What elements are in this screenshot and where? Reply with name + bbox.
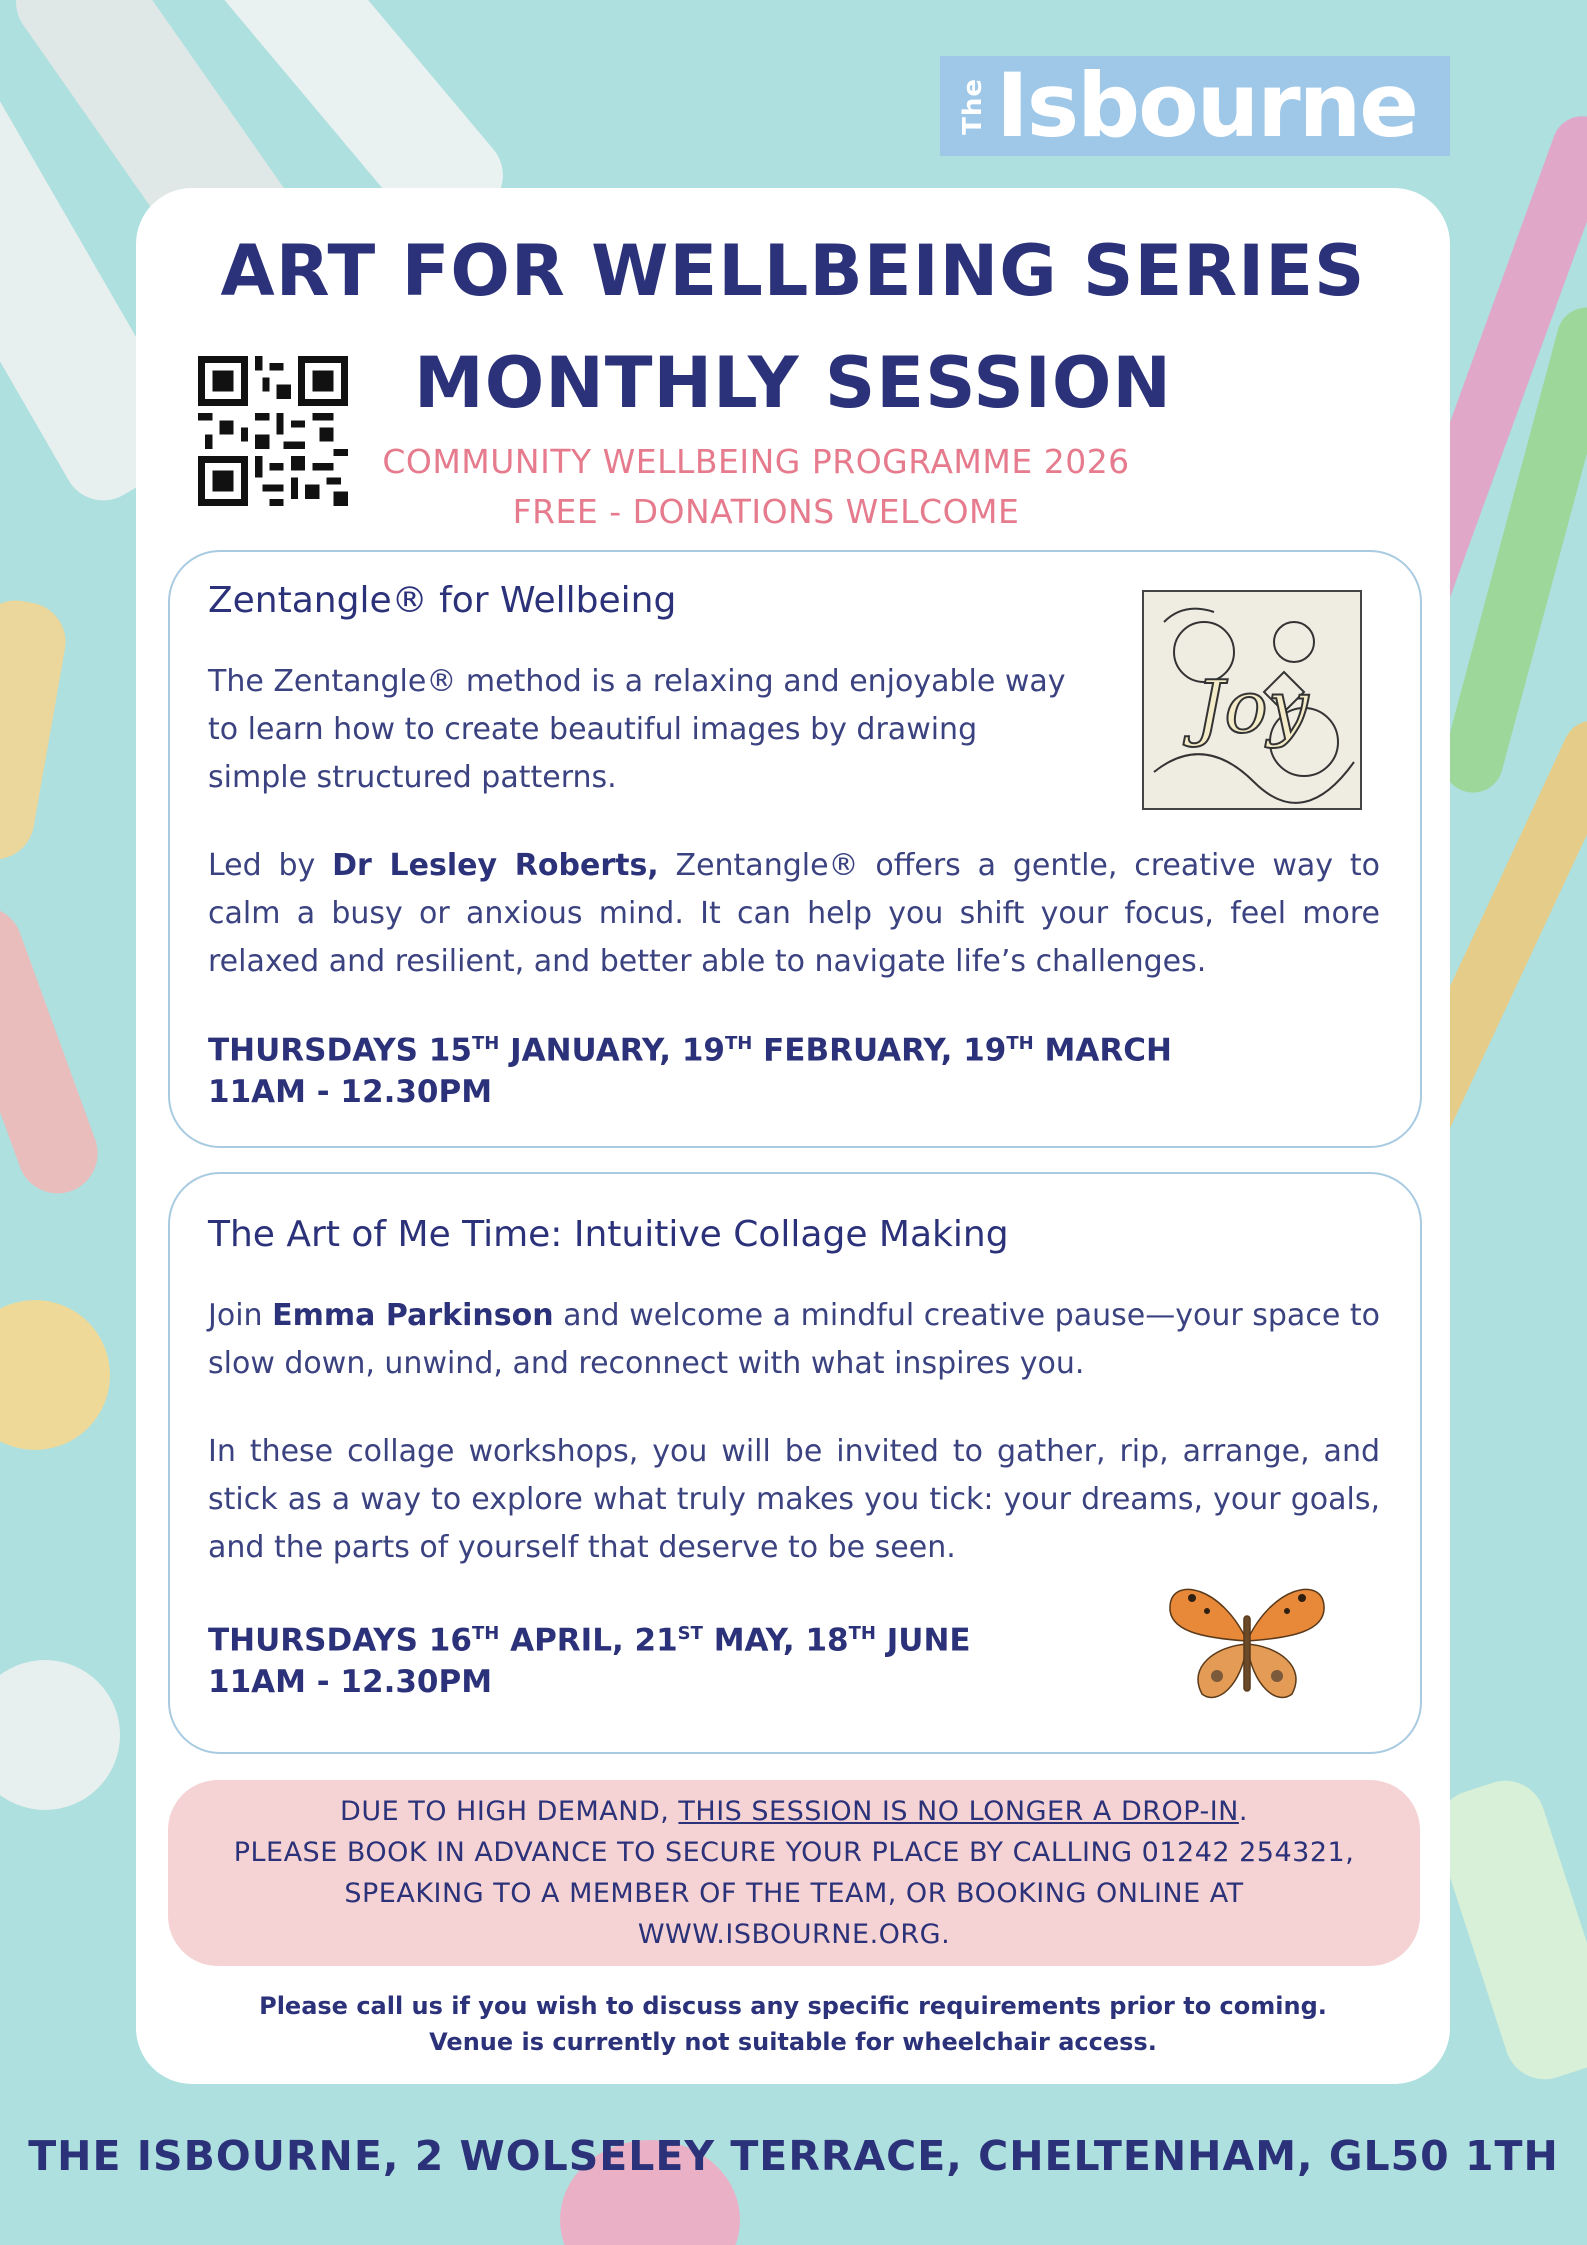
date-suffix: ST	[677, 1623, 703, 1644]
session-dates	[208, 1610, 971, 1664]
session-time: 11AM - 12.30PM	[208, 1664, 493, 1700]
session-time: 11AM - 12.30PM	[208, 1074, 493, 1110]
led-by-prefix: Led by	[208, 848, 333, 883]
date-suffix: TH	[1006, 1033, 1034, 1054]
join-prefix: Join	[208, 1298, 273, 1333]
led-by-suffix: Zentangle® offers a gentle, creative way to calm a busy or anxious mind. It can help you shift your focus, feel more relaxed and resilient, and better able to navigate life’s challenges.	[208, 848, 1380, 979]
zentangle-joy-image	[1142, 590, 1362, 810]
isbourne-logo	[940, 56, 1450, 156]
requirements-note: Please call us if you wish to discuss any specific requirements prior to coming.	[259, 1992, 1327, 2020]
notice-line	[340, 1791, 1248, 1832]
session-intro	[208, 1292, 1380, 1388]
date-text: JANUARY, 19	[499, 1032, 725, 1069]
session-heading: The Art of Me Time: Intuitive Collage Making	[208, 1214, 1009, 1255]
notice-emphasis: THIS SESSION IS NO LONGER A DROP-IN	[678, 1796, 1239, 1827]
session-collage	[168, 1172, 1422, 1754]
booking-notice	[168, 1780, 1420, 1966]
session-description	[208, 842, 1380, 986]
date-text: JUNE	[875, 1622, 971, 1659]
session-zentangle	[168, 550, 1422, 1148]
logo-the: The	[958, 77, 988, 135]
chalk-decoration	[0, 895, 109, 1204]
date-suffix: TH	[471, 1033, 500, 1054]
date-text: APRIL, 21	[499, 1622, 678, 1659]
date-text: THURSDAYS 15	[208, 1032, 472, 1069]
paint-tube-decoration	[1426, 1770, 1587, 2089]
qr-code-icon	[198, 356, 348, 506]
flyer-card	[136, 188, 1450, 2084]
paint-pot-decoration	[0, 1300, 110, 1450]
booking-website: WWW.ISBOURNE.ORG.	[637, 1919, 951, 1950]
logo-name: Isbourne	[996, 54, 1417, 157]
chalk-decoration	[0, 594, 72, 866]
leader-name: Emma Parkinson	[272, 1298, 554, 1333]
page-title: ART FOR WELLBEING SERIES	[220, 230, 1366, 312]
session-description: In these collage workshops, you will be invited to gather, rip, arrange, and stick as a way to explore what truly makes you tick: your dreams, your goals, and the parts of yourself that deserve to be seen.	[208, 1434, 1380, 1565]
join-suffix: and welcome a mindful creative pause—your space to slow down, unwind, and reconnect with what inspires you.	[208, 1298, 1380, 1381]
page-title-line2: MONTHLY SESSION	[414, 342, 1172, 424]
zentangle-image-label: Joy	[1195, 665, 1309, 749]
paint-pot-decoration	[0, 1660, 120, 1810]
notice-line: SPEAKING TO A MEMBER OF THE TEAM, OR BOOKING ONLINE AT	[344, 1878, 1244, 1909]
date-suffix: TH	[848, 1623, 876, 1644]
date-text: MARCH	[1033, 1032, 1172, 1069]
butterfly-icon	[1162, 1576, 1332, 1706]
date-text: MAY, 18	[702, 1622, 849, 1659]
accessibility-note: Venue is currently not suitable for wheelchair access.	[429, 2028, 1157, 2056]
session-intro: The Zentangle® method is a relaxing and enjoyable way to learn how to create beautiful images by drawing simple structured patterns.	[208, 664, 1066, 795]
notice-text: DUE TO HIGH DEMAND,	[340, 1796, 679, 1827]
date-text: FEBRUARY, 19	[752, 1032, 1007, 1069]
notice-line: PLEASE BOOK IN ADVANCE TO SECURE YOUR PLACE BY CALLING 01242 254321,	[233, 1837, 1355, 1868]
venue-address: THE ISBOURNE, 2 WOLSELEY TERRACE, CHELTENHAM, GL50 1TH	[28, 2132, 1559, 2180]
notice-text: .	[1238, 1796, 1248, 1827]
subtitle-programme: COMMUNITY WELLBEING PROGRAMME 2026	[382, 442, 1130, 481]
leader-name: Dr Lesley Roberts,	[332, 848, 659, 883]
session-dates	[208, 1020, 1172, 1074]
date-suffix: TH	[471, 1623, 500, 1644]
session-heading: Zentangle® for Wellbeing	[208, 580, 677, 621]
subtitle-free: FREE - DONATIONS WELCOME	[512, 492, 1020, 531]
date-suffix: TH	[724, 1033, 753, 1054]
date-text: THURSDAYS 16	[208, 1622, 472, 1659]
